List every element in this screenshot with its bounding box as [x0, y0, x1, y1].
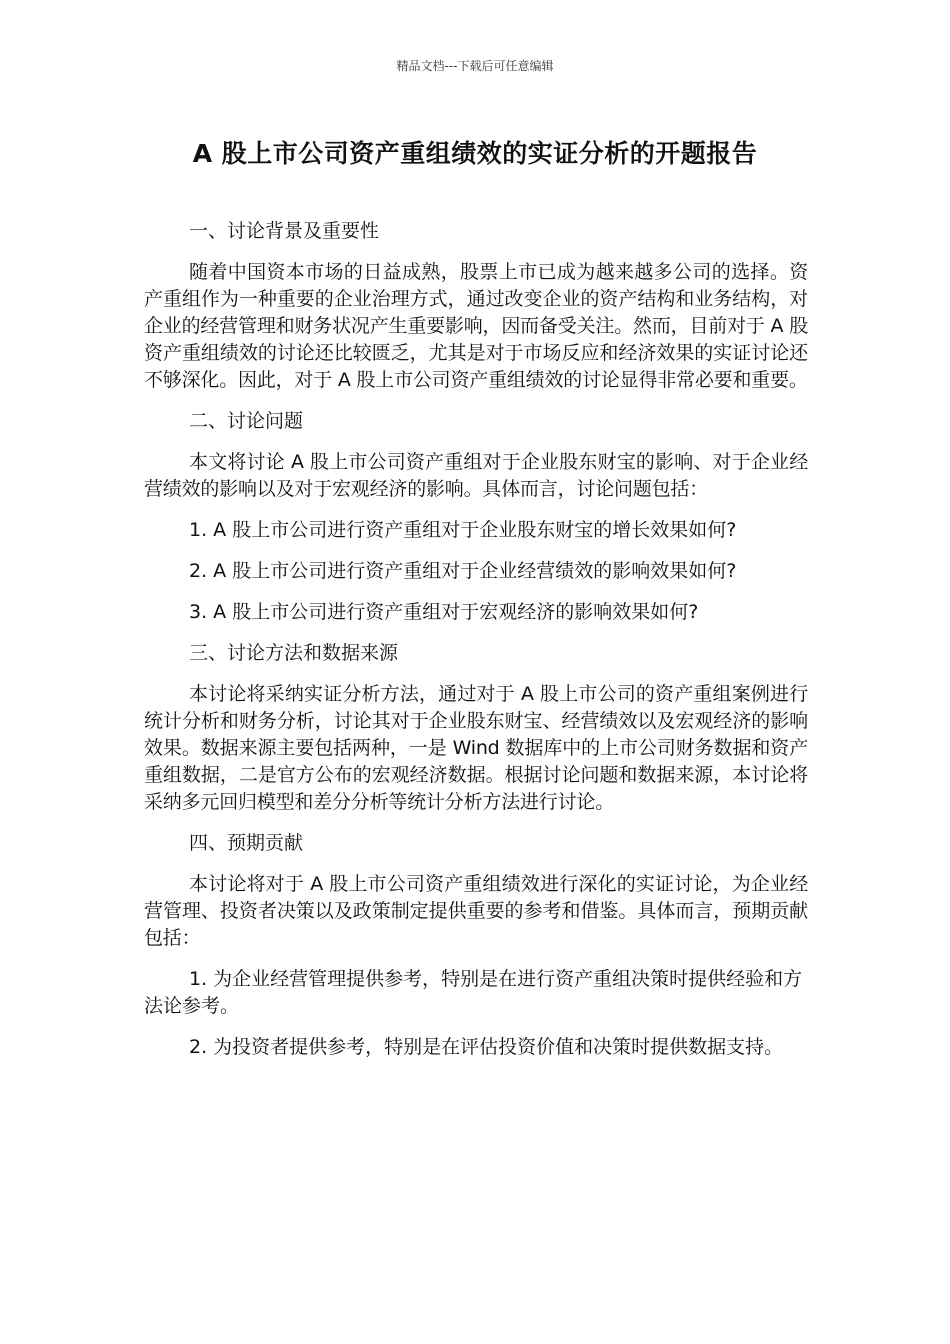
- list-item: 1. A 股上市公司进行资产重组对于企业股东财宝的增长效果如何?: [189, 519, 737, 541]
- list-item: 3. A 股上市公司进行资产重组对于宏观经济的影响效果如何?: [189, 601, 699, 623]
- list-item: 2. A 股上市公司进行资产重组对于企业经营绩效的影响效果如何?: [189, 560, 737, 582]
- list-item: 1. 为企业经营管理提供参考，特别是在进行资产重组决策时提供经验和方法论参考。: [144, 968, 803, 1017]
- document-body: [144, 218, 808, 1075]
- document-title: A 股上市公司资产重组绩效的实证分析的开题报告: [192, 139, 758, 168]
- paragraph-methods: 本讨论将采纳实证分析方法，通过对于 A 股上市公司的资产重组案例进行统计分析和财务分析，讨论其对于企业股东财宝、经营绩效以及宏观经济的影响效果。数据来源主要包括两种，一是 Wind 数据库中的上市公司财务数据和资产重组数据，二是官方公布的宏观经济数据。根据讨论问题和数据来源，本讨论将采纳多元回归模型和差分分析等统计分析方法进行讨论。: [144, 683, 808, 813]
- paragraph-background: 随着中国资本市场的日益成熟，股票上市已成为越来越多公司的选择。资产重组作为一种重要的企业治理方式，通过改变企业的资产结构和业务结构，对企业的经营管理和财务状况产生重要影响，因而备受关注。然而，目前对于 A 股资产重组绩效的讨论还比较匮乏，尤其是对于市场反应和经济效果的实证讨论还不够深化。因此，对于 A 股上市公司资产重组绩效的讨论显得非常必要和重要。: [144, 261, 808, 391]
- section-heading-methods: 三、讨论方法和数据来源: [189, 642, 399, 664]
- list-item: 2. 为投资者提供参考，特别是在评估投资价值和决策时提供数据支持。: [189, 1036, 784, 1058]
- section-heading-contributions: 四、预期贡献: [189, 832, 304, 854]
- paragraph-contributions-intro: 本讨论将对于 A 股上市公司资产重组绩效进行深化的实证讨论，为企业经营管理、投资者决策以及政策制定提供重要的参考和借鉴。具体而言，预期贡献包括：: [144, 873, 808, 949]
- section-heading-questions: 二、讨论问题: [189, 410, 304, 432]
- section-heading-background: 一、讨论背景及重要性: [189, 220, 380, 242]
- paragraph-questions-intro: 本文将讨论 A 股上市公司资产重组对于企业股东财宝的影响、对于企业经营绩效的影响以及对于宏观经济的影响。具体而言，讨论问题包括：: [144, 451, 808, 500]
- page-header-watermark: 精品文档---下载后可任意编辑: [396, 59, 554, 73]
